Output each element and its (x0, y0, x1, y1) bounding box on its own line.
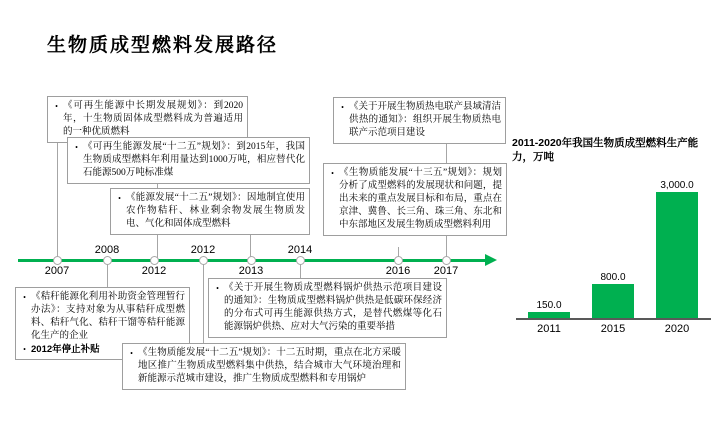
bullet-marker: • (331, 169, 334, 178)
year-label-2017: 2017 (433, 265, 459, 277)
policy-box-text: 《生物质能发展“十二五”规划》：十二五时期，重点在北方采暖地区推广生物质成型燃料集中供热，结合城市大气环境治理和新能源示范城市建设，推广生物质成型燃料和专用锅炉 (138, 348, 401, 384)
policy-box-renewable-longterm (47, 96, 248, 143)
policy-bullet-row (211, 282, 442, 334)
bar-value-label: 150.0 (536, 299, 562, 311)
year-label-2008: 2008 (94, 244, 120, 256)
policy-box-text: 《能源发展“十二五”规划》：因地制宜使用农作物秸秆、林业剩余物发展生物质发电、气化和固体成型燃料 (126, 193, 305, 229)
policy-box-text: 2012年停止补贴 (31, 344, 100, 355)
policy-box-chp-county-notice (333, 97, 506, 144)
policy-box-text: 《关于开展生物质热电联产县域清洁供热的通知》：组织开展生物质热电联产示范项目建设 (349, 102, 502, 138)
policy-box-renewable-12-5 (67, 137, 310, 184)
bullet-marker: • (23, 293, 26, 302)
policy-bullet-row (125, 347, 401, 386)
policy-box-boiler-demo-notice (208, 278, 447, 338)
bullet-marker: • (118, 194, 121, 203)
bullet-marker: • (216, 284, 219, 293)
bar-value-label: 3,000.0 (660, 180, 694, 191)
policy-bullet-row (70, 141, 305, 180)
policy-box-text: 《可再生能源发展“十二五”规划》：到2015年，我国生物质成型燃料年利用量达到1000万吨，相应替代化石能源500万吨标准煤 (83, 142, 305, 178)
connector-line-2012-above (203, 262, 204, 343)
year-label-2007: 2007 (44, 265, 70, 277)
bar-chart (512, 180, 712, 318)
policy-box-text: 《可再生能源中长期发展规划》：到2020年，十生物质固体成型燃料成为普遍适用的一种优质燃料 (63, 101, 243, 137)
policy-bullet-row (50, 100, 243, 139)
x-tick-2015: 2015 (600, 323, 626, 335)
timeline-node-2008 (103, 256, 112, 265)
x-tick-2020: 2020 (664, 323, 690, 335)
policy-bullet-row (336, 101, 501, 140)
timeline-node-2014 (296, 256, 305, 265)
policy-box-energy-12-5 (110, 188, 310, 235)
timeline-node-2013 (247, 256, 256, 265)
policy-box-text: 《秸秆能源化利用补助资金管理暂行办法》：支持对象为从事秸秆成型燃料、秸秆气化、秸秆干馏等秸秆能源化生产的企业 (31, 292, 185, 341)
chart-title: 2011-2020年我国生物质成型燃料生产能力，万吨 (512, 137, 699, 163)
year-label-2016: 2016 (385, 265, 411, 277)
bullet-marker: • (55, 102, 58, 111)
year-label-2012-above: 2012 (190, 244, 216, 256)
bullet-marker: • (130, 349, 133, 358)
policy-box-biomass-12-5 (122, 343, 406, 390)
year-label-2012-below: 2012 (141, 265, 167, 277)
policy-bullet-row (18, 291, 185, 343)
bar-column-2011 (528, 300, 570, 318)
slide-title: 生物质成型燃料发展路径 (47, 35, 279, 56)
year-label-2014: 2014 (287, 244, 313, 256)
timeline-node-2016 (394, 256, 403, 265)
timeline-arrowhead-icon (485, 254, 497, 266)
policy-bullet-row (326, 167, 502, 232)
timeline-node-2012-above (199, 256, 208, 265)
policy-box-biomass-13-5 (323, 163, 507, 236)
policy-box-text: 《关于开展生物质成型燃料锅炉供热示范项目建设的通知》：生物质成型燃料锅炉供热是低碳环保经济的分布式可再生能源供热方式，是替代燃煤等化石能源锅炉供热、应对大气污染的重要举措 (224, 283, 442, 332)
timeline-node-2017 (442, 256, 451, 265)
chart-x-axis (516, 318, 711, 320)
bullet-marker: • (23, 345, 26, 354)
bar-column-2015 (592, 272, 634, 318)
bar-value-label: 800.0 (600, 272, 626, 284)
bar-column-2020 (656, 180, 698, 318)
policy-box-text: 《生物质能发展“十三五”规划》：规划分析了成型燃料的发展现状和问题，提出未来的重点发展目标和布局，重点在京津、冀鲁、长三角、珠三角、东北和中东部地区发展生物质成型燃料利用 (339, 168, 502, 230)
connector-line-2008 (107, 262, 108, 287)
bar-2020 (656, 192, 698, 318)
x-tick-2011: 2011 (537, 323, 561, 335)
policy-bullet-row (113, 192, 305, 231)
bullet-marker: • (75, 143, 78, 152)
year-label-2013: 2013 (238, 265, 264, 277)
timeline-node-2012-below (150, 256, 159, 265)
bullet-marker: • (341, 103, 344, 112)
connector-line-2007 (57, 131, 58, 259)
bar-2015 (592, 284, 634, 318)
timeline-node-2007 (53, 256, 62, 265)
